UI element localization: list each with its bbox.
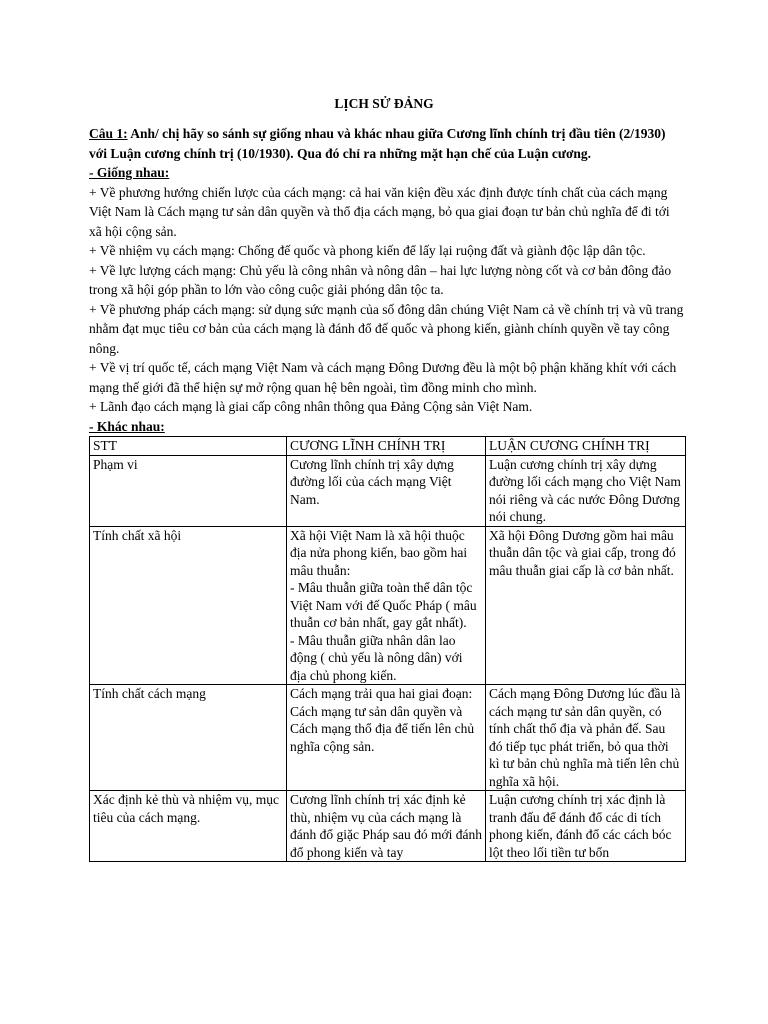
table-row <box>90 791 686 862</box>
table-header-row <box>90 437 686 456</box>
similarities-heading: - Giống nhau: <box>89 165 170 180</box>
cuong-linh-cell <box>287 455 486 526</box>
table-header-stt: STT <box>90 437 287 456</box>
cell-text: Cương lĩnh chính trị xác định kẻ thù, nhiệm vụ của cách mạng là đánh đổ giặc Pháp sau đó mới đánh đổ phong kiến và tay <box>290 792 482 860</box>
row-label: Tính chất cách mạng <box>90 685 287 791</box>
table-row <box>90 685 686 791</box>
luan-cuong-cell <box>486 526 686 685</box>
similarity-item: + Về vị trí quốc tế, cách mạng Việt Nam và cách mạng Đông Dương đều là một bộ phận khăng khít với cách mạng thế giới đã thể hiện sự mở rộng quan hệ bên ngoài, tìm đồng minh cho mình. <box>89 360 677 395</box>
question-label: Câu 1: <box>89 126 128 141</box>
cell-text: Xã hội Việt Nam là xã hội thuộc địa nửa phong kiến, bao gồm hai mâu thuẫn: <box>290 527 468 578</box>
similarity-item: + Về phương hướng chiến lược của cách mạng: cả hai văn kiện đều xác định được tính chất của cách mạng Việt Nam là Cách mạng tư sản dân quyền và thổ địa cách mạng, bỏ qua giai đoạn tư bản chủ nghĩa để đi tới xã hội cộng sản. <box>89 184 670 239</box>
similarity-item: + Về lực lượng cách mạng: Chủ yếu là công nhân và nông dân – hai lực lượng nòng cốt và cơ bản đông đảo trong xã hội góp phần to lớn vào công cuộc giải phóng dân tộc ta. <box>89 262 672 297</box>
row-label: Xác định kẻ thù và nhiệm vụ, mục tiêu của cách mạng. <box>90 791 287 862</box>
cell-text: Luận cương chính trị xác định là tranh đấu để đánh đổ các di tích phong kiến, đánh đổ các cách bóc lột theo lối tiền tư bổn <box>489 792 672 860</box>
luan-cuong-cell <box>486 791 686 862</box>
table-header-cuong-linh: CƯƠNG LĨNH CHÍNH TRỊ <box>287 437 486 456</box>
table-row <box>90 526 686 685</box>
cell-text: Xã hội Đông Dương gồm hai mâu thuẫn dân tộc và giai cấp, trong đó mâu thuẫn giai cấp là cơ bản nhất. <box>489 527 676 578</box>
table-header-luan-cuong: LUẬN CƯƠNG CHÍNH TRỊ <box>486 437 686 456</box>
row-label: Phạm vi <box>90 455 287 526</box>
row-label: Tính chất xã hội <box>90 526 287 685</box>
cuong-linh-cell <box>287 526 486 685</box>
cuong-linh-cell <box>287 685 486 791</box>
cuong-linh-cell <box>287 791 486 862</box>
cell-text: Cách mạng trải qua hai giai đoạn: Cách mạng tư sản dân quyền và Cách mạng thổ địa để tiến lên chủ nghĩa cộng sản. <box>290 686 475 754</box>
question-text: Anh/ chị hãy so sánh sự giống nhau và khác nhau giữa Cương lĩnh chính trị đầu tiên (2/1930) với Luận cương chính trị (10/1930). Qua đó chỉ ra những mặt hạn chế của Luận cương. <box>89 126 666 161</box>
similarity-item: + Về phương pháp cách mạng: sử dụng sức mạnh của số đông dân chúng Việt Nam cả về chính trị và vũ trang nhằm đạt mục tiêu cơ bản của cách mạng là đánh đổ đế quốc và phong kiến, giành chính quyền về tay công nông. <box>89 301 684 356</box>
cell-text: - Mâu thuẫn giữa nhân dân lao động ( chủ yếu là nông dân) với địa chủ phong kiến. <box>290 632 463 683</box>
similarity-item: + Về nhiệm vụ cách mạng: Chống đế quốc và phong kiến để lấy lại ruộng đất và giành độc lập dân tộc. <box>89 243 646 258</box>
document-title: LỊCH SỬ ĐẢNG <box>334 96 434 111</box>
luan-cuong-cell <box>486 685 686 791</box>
cell-text: Luận cương chính trị xây dựng đường lối cách mạng cho Việt Nam nói riêng và các nước Đông Dương nói chung. <box>489 456 681 524</box>
document-content <box>89 124 685 862</box>
similarities-list <box>89 183 685 417</box>
differences-heading: - Khác nhau: <box>89 418 165 434</box>
table-row <box>90 455 686 526</box>
comparison-table <box>89 436 686 862</box>
similarity-item: + Lãnh đạo cách mạng là giai cấp công nhân thông qua Đảng Cộng sản Việt Nam. <box>89 399 533 414</box>
cell-text: Cương lĩnh chính trị xây dựng đường lối của cách mạng Việt Nam. <box>290 456 454 507</box>
cell-text: - Mâu thuẫn giữa toàn thể dân tộc Việt Nam với đế Quốc Pháp ( mâu thuẫn cơ bản nhất, gay gắt nhất). <box>290 580 477 630</box>
cell-text: Cách mạng Đông Dương lúc đầu là cách mạng tư sản dân quyền, có tính chất thổ địa và phản đế. Sau đó tiếp tục phát triển, bỏ qua thời kì tư bản chủ nghĩa mà tiến lên chủ nghĩa xã hội. <box>489 686 681 789</box>
question-1 <box>89 124 685 163</box>
luan-cuong-cell <box>486 455 686 526</box>
